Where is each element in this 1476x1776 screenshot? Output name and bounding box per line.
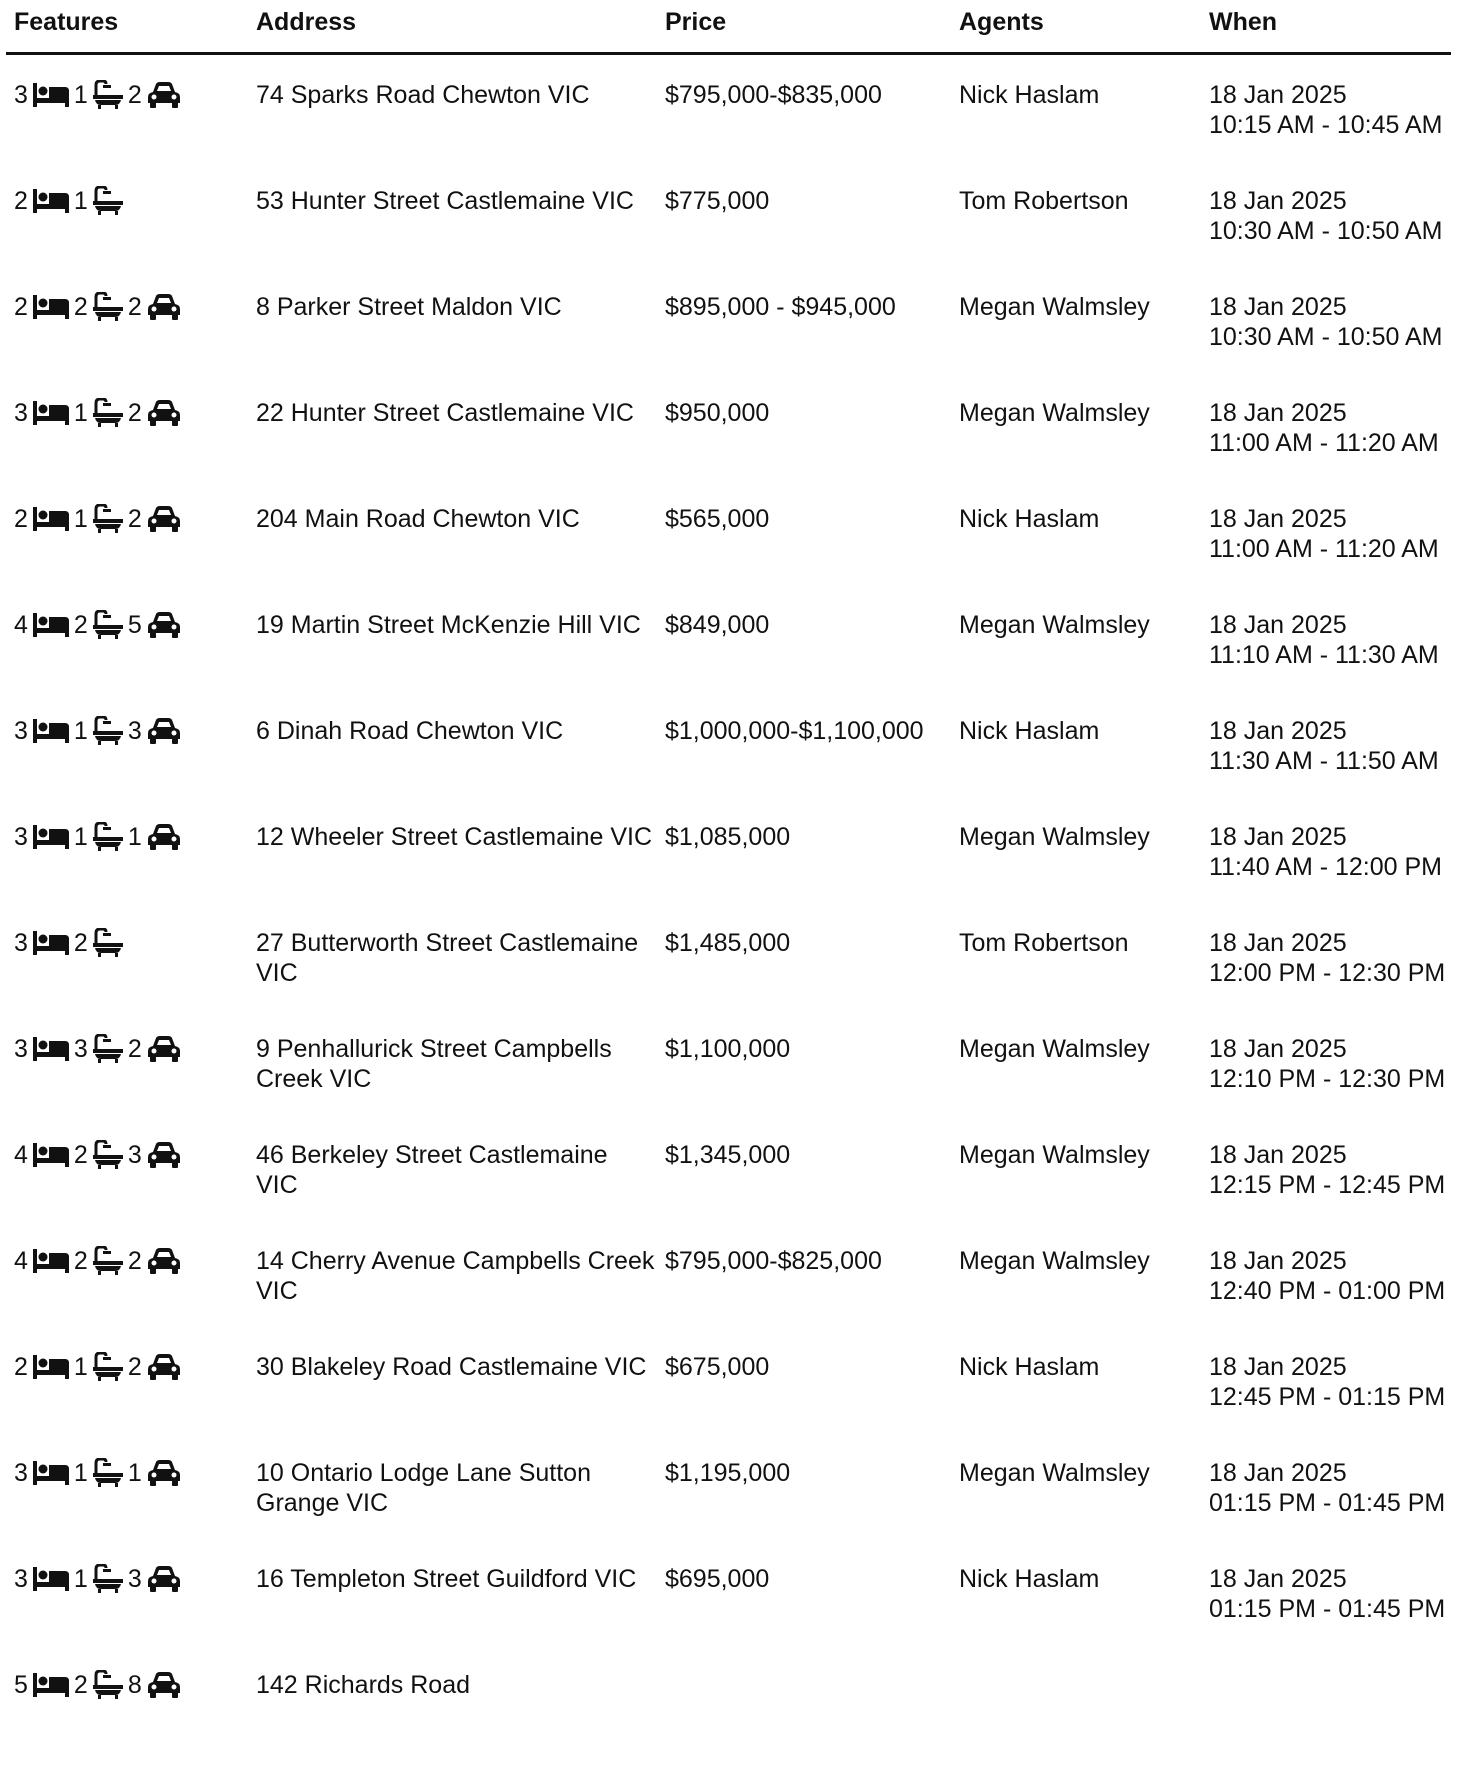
inspection-date: 18 Jan 2025 — [1209, 187, 1347, 215]
table-row[interactable] — [0, 822, 1476, 928]
when-cell — [1209, 822, 1476, 882]
bed-count: 3 — [14, 823, 28, 851]
when-cell — [1209, 1246, 1476, 1306]
price-cell: $895,000 - $945,000 — [665, 293, 896, 321]
price-cell: $795,000-$825,000 — [665, 1247, 882, 1275]
bed-count: 3 — [14, 929, 28, 957]
inspection-time: 12:40 PM - 01:00 PM — [1209, 1277, 1446, 1305]
table-row[interactable] — [0, 1670, 1476, 1776]
table-header — [6, 0, 1451, 55]
price-cell: $695,000 — [665, 1565, 770, 1593]
bed-icon — [32, 188, 70, 214]
when-cell — [1209, 292, 1476, 352]
agent-cell[interactable]: Nick Haslam — [959, 81, 1100, 109]
inspection-time: 01:15 PM - 01:45 PM — [1209, 1489, 1446, 1517]
car-icon — [146, 1247, 182, 1275]
car-icon — [146, 717, 182, 745]
bed-icon — [32, 82, 70, 108]
inspection-time: 01:15 PM - 01:45 PM — [1209, 1595, 1446, 1623]
inspection-time: 12:00 PM - 12:30 PM — [1209, 959, 1446, 987]
address-cell[interactable]: 142 Richards Road — [256, 1671, 471, 1699]
bed-icon — [32, 1036, 70, 1062]
bath-icon — [92, 822, 124, 852]
table-row[interactable] — [0, 80, 1476, 186]
agent-cell[interactable]: Nick Haslam — [959, 505, 1100, 533]
car-count: 3 — [127, 717, 142, 745]
features-cell — [14, 1034, 234, 1064]
address-cell[interactable]: 19 Martin Street McKenzie Hill VIC — [256, 611, 641, 639]
car-icon — [146, 293, 182, 321]
bath-count: 1 — [73, 1353, 88, 1381]
bed-icon — [32, 824, 70, 850]
inspection-date: 18 Jan 2025 — [1209, 823, 1347, 851]
bed-icon — [32, 400, 70, 426]
price-cell: $950,000 — [665, 399, 770, 427]
bed-count: 3 — [14, 1459, 28, 1487]
bath-count: 2 — [73, 611, 88, 639]
agent-cell[interactable]: Megan Walmsley — [959, 399, 1150, 427]
features-cell — [14, 186, 234, 216]
bath-icon — [92, 1564, 124, 1594]
features-cell — [14, 1564, 234, 1594]
table-row[interactable] — [0, 1564, 1476, 1670]
table-row[interactable] — [0, 1140, 1476, 1246]
bath-icon — [92, 1352, 124, 1382]
features-cell — [14, 1140, 234, 1170]
header-when[interactable]: When — [1209, 8, 1278, 36]
car-icon — [146, 611, 182, 639]
when-cell — [1209, 504, 1476, 564]
inspection-time: 12:15 PM - 12:45 PM — [1209, 1171, 1446, 1199]
price-cell: $1,100,000 — [665, 1035, 791, 1063]
car-count: 3 — [127, 1565, 142, 1593]
bed-icon — [32, 1354, 70, 1380]
when-cell — [1209, 1034, 1476, 1094]
when-cell — [1209, 186, 1476, 246]
car-count: 5 — [127, 611, 142, 639]
bath-count: 2 — [73, 293, 88, 321]
price-cell: $849,000 — [665, 611, 770, 639]
inspection-time: 11:40 AM - 12:00 PM — [1209, 853, 1442, 881]
bed-count: 4 — [14, 611, 28, 639]
price-cell: $675,000 — [665, 1353, 770, 1381]
bed-count: 3 — [14, 399, 28, 427]
car-count: 2 — [127, 1035, 142, 1063]
features-cell — [14, 292, 234, 322]
inspection-date: 18 Jan 2025 — [1209, 293, 1347, 321]
car-count: 2 — [127, 505, 142, 533]
header-features[interactable]: Features — [14, 8, 119, 36]
table-row[interactable] — [0, 610, 1476, 716]
agent-cell[interactable]: Megan Walmsley — [959, 823, 1150, 851]
bed-icon — [32, 1142, 70, 1168]
bed-count: 3 — [14, 717, 28, 745]
inspection-time: 12:10 PM - 12:30 PM — [1209, 1065, 1446, 1093]
bath-count: 1 — [73, 81, 88, 109]
inspection-time: 11:00 AM - 11:20 AM — [1209, 535, 1439, 563]
features-cell — [14, 716, 234, 746]
bath-count: 2 — [73, 1671, 88, 1699]
price-cell: $775,000 — [665, 187, 770, 215]
inspection-date: 18 Jan 2025 — [1209, 1247, 1347, 1275]
bed-count: 5 — [14, 1671, 28, 1699]
bed-count: 2 — [14, 505, 28, 533]
bath-count: 1 — [73, 823, 88, 851]
bed-count: 3 — [14, 81, 28, 109]
bath-count: 2 — [73, 929, 88, 957]
bath-icon — [92, 292, 124, 322]
features-cell — [14, 1458, 234, 1488]
price-cell: $1,195,000 — [665, 1459, 791, 1487]
table-row[interactable] — [0, 504, 1476, 610]
inspection-date: 18 Jan 2025 — [1209, 505, 1347, 533]
bed-count: 3 — [14, 1565, 28, 1593]
bath-icon — [92, 1670, 124, 1700]
address-cell[interactable]: 27 Butterworth Street Castlemaine VIC — [256, 929, 639, 987]
car-count: 2 — [127, 1353, 142, 1381]
table-row[interactable] — [0, 186, 1476, 292]
bed-icon — [32, 612, 70, 638]
bed-icon — [32, 294, 70, 320]
car-count: 2 — [127, 293, 142, 321]
features-cell — [14, 1670, 234, 1700]
inspection-date: 18 Jan 2025 — [1209, 1141, 1347, 1169]
table-row[interactable] — [0, 1458, 1476, 1564]
inspection-time: 12:45 PM - 01:15 PM — [1209, 1383, 1446, 1411]
inspection-date: 18 Jan 2025 — [1209, 1565, 1347, 1593]
address-cell[interactable]: 9 Penhallurick Street Campbells Creek VIC — [256, 1035, 612, 1093]
bath-count: 1 — [73, 1565, 88, 1593]
when-cell — [1209, 1352, 1476, 1412]
when-cell — [1209, 1458, 1476, 1518]
inspection-date: 18 Jan 2025 — [1209, 1035, 1347, 1063]
address-cell[interactable]: 30 Blakeley Road Castlemaine VIC — [256, 1353, 647, 1381]
bath-icon — [92, 1140, 124, 1170]
car-icon — [146, 81, 182, 109]
features-cell — [14, 928, 234, 958]
car-icon — [146, 1565, 182, 1593]
address-cell[interactable]: 53 Hunter Street Castlemaine VIC — [256, 187, 634, 215]
inspection-date: 18 Jan 2025 — [1209, 81, 1347, 109]
address-cell[interactable]: 204 Main Road Chewton VIC — [256, 505, 580, 533]
table-row[interactable] — [0, 1246, 1476, 1352]
agent-cell[interactable]: Tom Robertson — [959, 929, 1129, 957]
inspection-date: 18 Jan 2025 — [1209, 611, 1347, 639]
features-cell — [14, 398, 234, 428]
bath-count: 2 — [73, 1141, 88, 1169]
bed-count: 2 — [14, 293, 28, 321]
bed-icon — [32, 1566, 70, 1592]
address-cell[interactable]: 12 Wheeler Street Castlemaine VIC — [256, 823, 653, 851]
bed-icon — [32, 506, 70, 532]
features-cell — [14, 610, 234, 640]
car-count: 1 — [127, 823, 142, 851]
features-cell — [14, 1352, 234, 1382]
table-row[interactable] — [0, 716, 1476, 822]
bath-count: 2 — [73, 1247, 88, 1275]
agent-cell[interactable]: Nick Haslam — [959, 1565, 1100, 1593]
agent-cell[interactable]: Tom Robertson — [959, 187, 1129, 215]
header-agents[interactable]: Agents — [959, 8, 1044, 36]
bath-icon — [92, 610, 124, 640]
bed-icon — [32, 718, 70, 744]
table-row[interactable] — [0, 292, 1476, 398]
bath-icon — [92, 1034, 124, 1064]
when-cell — [1209, 1140, 1476, 1200]
price-cell: $565,000 — [665, 505, 770, 533]
inspection-time: 11:00 AM - 11:20 AM — [1209, 429, 1439, 457]
address-cell[interactable]: 46 Berkeley Street Castlemaine VIC — [256, 1141, 608, 1199]
agent-cell[interactable]: Nick Haslam — [959, 1353, 1100, 1381]
when-cell — [1209, 398, 1476, 458]
inspection-date: 18 Jan 2025 — [1209, 1353, 1347, 1381]
bed-count: 3 — [14, 1035, 28, 1063]
car-count: 2 — [127, 81, 142, 109]
car-icon — [146, 399, 182, 427]
price-cell: $1,000,000-$1,100,000 — [665, 717, 924, 745]
bath-count: 1 — [73, 505, 88, 533]
features-cell — [14, 80, 234, 110]
agent-cell[interactable]: Megan Walmsley — [959, 293, 1150, 321]
bath-icon — [92, 398, 124, 428]
price-cell: $795,000-$835,000 — [665, 81, 882, 109]
car-count: 2 — [127, 399, 142, 427]
inspection-time: 10:30 AM - 10:50 AM — [1209, 323, 1443, 351]
address-cell[interactable]: 8 Parker Street Maldon VIC — [256, 293, 562, 321]
price-cell: $1,085,000 — [665, 823, 791, 851]
address-cell[interactable]: 74 Sparks Road Chewton VIC — [256, 81, 590, 109]
car-count: 2 — [127, 1247, 142, 1275]
bath-icon — [92, 1246, 124, 1276]
car-count: 8 — [127, 1671, 142, 1699]
agent-cell[interactable]: Megan Walmsley — [959, 1247, 1150, 1275]
car-count: 1 — [127, 1459, 142, 1487]
car-icon — [146, 1459, 182, 1487]
car-count: 3 — [127, 1141, 142, 1169]
car-icon — [146, 1035, 182, 1063]
table-body — [0, 80, 1476, 1776]
bath-icon — [92, 716, 124, 746]
address-cell[interactable]: 22 Hunter Street Castlemaine VIC — [256, 399, 634, 427]
address-cell[interactable]: 10 Ontario Lodge Lane Sutton Grange VIC — [256, 1459, 591, 1517]
bed-count: 2 — [14, 187, 28, 215]
when-cell — [1209, 610, 1476, 670]
agent-cell[interactable]: Megan Walmsley — [959, 1035, 1150, 1063]
price-cell: $1,485,000 — [665, 929, 791, 957]
inspection-time: 11:30 AM - 11:50 AM — [1209, 747, 1439, 775]
header-address[interactable]: Address — [256, 8, 357, 36]
inspection-date: 18 Jan 2025 — [1209, 717, 1347, 745]
bath-count: 3 — [73, 1035, 88, 1063]
table-row[interactable] — [0, 928, 1476, 1034]
inspection-time: 11:10 AM - 11:30 AM — [1209, 641, 1439, 669]
address-cell[interactable]: 14 Cherry Avenue Campbells Creek VIC — [256, 1247, 655, 1305]
bath-count: 1 — [73, 399, 88, 427]
agent-cell[interactable]: Megan Walmsley — [959, 611, 1150, 639]
bath-count: 1 — [73, 717, 88, 745]
address-cell[interactable]: 16 Templeton Street Guildford VIC — [256, 1565, 637, 1593]
inspection-date: 18 Jan 2025 — [1209, 929, 1347, 957]
bed-count: 2 — [14, 1353, 28, 1381]
bath-icon — [92, 1458, 124, 1488]
bed-count: 4 — [14, 1247, 28, 1275]
bed-icon — [32, 1460, 70, 1486]
features-cell — [14, 1246, 234, 1276]
car-icon — [146, 1671, 182, 1699]
bed-icon — [32, 1248, 70, 1274]
inspection-date: 18 Jan 2025 — [1209, 399, 1347, 427]
address-cell[interactable]: 6 Dinah Road Chewton VIC — [256, 717, 564, 745]
when-cell — [1209, 928, 1476, 988]
bath-icon — [92, 928, 124, 958]
bed-icon — [32, 930, 70, 956]
agent-cell[interactable]: Megan Walmsley — [959, 1459, 1150, 1487]
agent-cell[interactable]: Megan Walmsley — [959, 1141, 1150, 1169]
bath-count: 1 — [73, 187, 88, 215]
bath-icon — [92, 80, 124, 110]
table-row[interactable] — [0, 1352, 1476, 1458]
when-cell — [1209, 80, 1476, 140]
price-cell: $1,345,000 — [665, 1141, 791, 1169]
table-row[interactable] — [0, 1034, 1476, 1140]
bath-count: 1 — [73, 1459, 88, 1487]
car-icon — [146, 823, 182, 851]
car-icon — [146, 1141, 182, 1169]
header-price[interactable]: Price — [665, 8, 727, 36]
bed-icon — [32, 1672, 70, 1698]
table-row[interactable] — [0, 398, 1476, 504]
bath-icon — [92, 504, 124, 534]
car-icon — [146, 505, 182, 533]
inspection-time: 10:30 AM - 10:50 AM — [1209, 217, 1443, 245]
bed-count: 4 — [14, 1141, 28, 1169]
car-icon — [146, 1353, 182, 1381]
agent-cell[interactable]: Nick Haslam — [959, 717, 1100, 745]
inspection-time: 10:15 AM - 10:45 AM — [1209, 111, 1443, 139]
features-cell — [14, 822, 234, 852]
inspection-date: 18 Jan 2025 — [1209, 1459, 1347, 1487]
bath-icon — [92, 186, 124, 216]
when-cell — [1209, 716, 1476, 776]
features-cell — [14, 504, 234, 534]
when-cell — [1209, 1564, 1476, 1624]
